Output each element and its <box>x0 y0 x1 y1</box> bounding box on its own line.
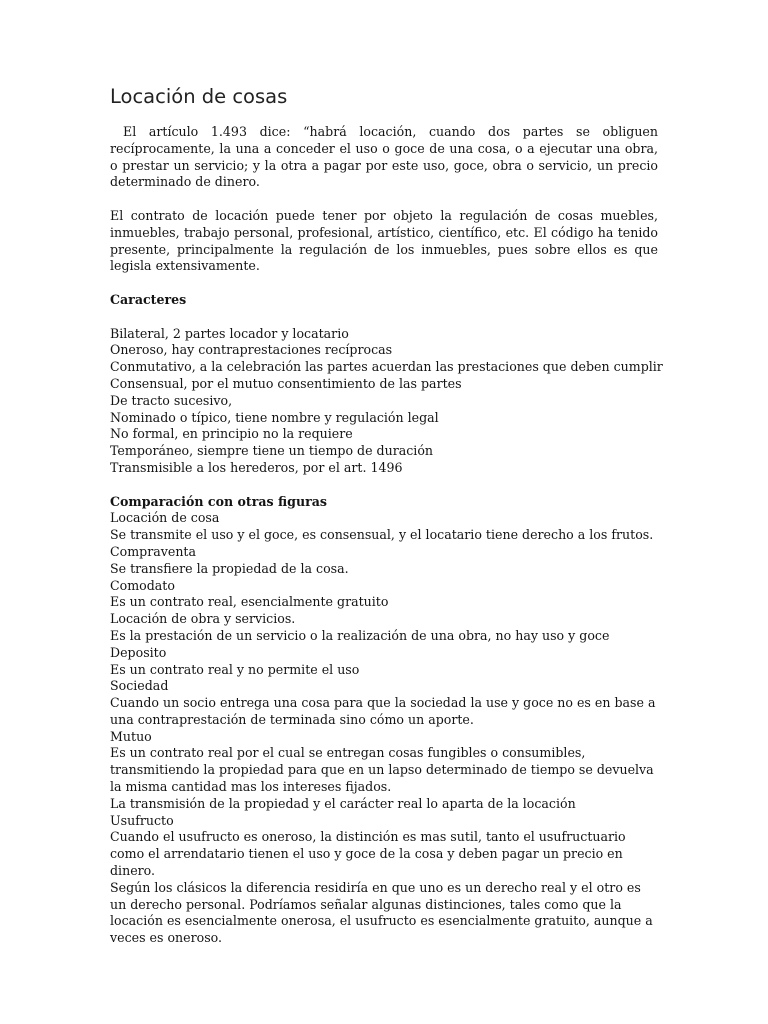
figura-title: Deposito <box>110 644 167 660</box>
figura-title: Locación de cosa <box>110 510 220 526</box>
caracter-item: Temporáneo, siempre tiene un tiempo de duración <box>110 443 434 459</box>
caracteres-list <box>110 325 663 477</box>
spacer <box>110 477 658 494</box>
caracter-item: Consensual, por el mutuo consentimiento de las partes <box>110 375 462 391</box>
figura-description: La transmisión de la propiedad y el carácter real lo aparta de la locación <box>110 795 576 811</box>
figura-description: Se transmite el uso y el goce, es consensual, y el locatario tiene derecho a los frutos. <box>110 527 654 543</box>
caracter-item: Oneroso, hay contraprestaciones recíprocas <box>110 342 393 358</box>
figura-title: Mutuo <box>110 728 152 744</box>
spacer <box>110 275 658 292</box>
caracter-item: De tracto sucesivo, <box>110 392 233 408</box>
intro-paragraph: El artículo 1.493 dice: “habrá locación, cuando dos partes se obliguen recíprocamente, la una a conceder el uso o goce de una cosa, o a ejecutar una obra, o prestar un servicio; y la otra a pagar por este uso, goce, obra o servicio, un precio determinado de dinero. <box>110 124 658 190</box>
caracter-item: No formal, en principio no la requiere <box>110 426 353 442</box>
comparacion-list <box>110 510 658 947</box>
objeto-paragraph: El contrato de locación puede tener por objeto la regulación de cosas muebles, inmuebles, trabajo personal, profesional, artístico, científico, etc. El código ha tenido presente, principalmente la regulación de los inmuebles, pues sobre ellos es que legisla extensivamente. <box>110 207 658 274</box>
figura-title: Locación de obra y servicios. <box>110 611 296 627</box>
spacer <box>110 191 658 208</box>
caracter-item: Transmisible a los herederos, por el art. 1496 <box>110 459 403 475</box>
figura-title: Comodato <box>110 577 175 593</box>
figura-description: Es un contrato real por el cual se entregan cosas fungibles o consumibles, transmitiendo la propiedad para que en un lapso determinado de tiempo se devuelva la misma cantidad mas los intereses fijados. <box>110 745 654 795</box>
figura-description: Es la prestación de un servicio o la realización de una obra, no hay uso y goce <box>110 627 610 643</box>
document-title: Locación de cosas <box>110 85 288 108</box>
figura-description: Según los clásicos la diferencia residiría en que uno es un derecho real y el otro es un derecho personal. Podríamos señalar algunas distinciones, tales como que la locación es esencialmente onerosa, el usufructo es esencialmente gratuito, aunque a veces es oneroso. <box>110 879 653 946</box>
figura-title: Compraventa <box>110 543 196 559</box>
caracter-item: Conmutativo, a la celebración las partes acuerdan las prestaciones que deben cumplir <box>110 359 663 375</box>
figura-description: Es un contrato real y no permite el uso <box>110 661 360 677</box>
comparacion-heading: Comparación con otras figuras <box>110 493 328 509</box>
figura-description: Se transfiere la propiedad de la cosa. <box>110 560 349 576</box>
caracter-item: Bilateral, 2 partes locador y locatario <box>110 325 349 341</box>
figura-description: Es un contrato real, esencialmente gratuito <box>110 594 389 610</box>
caracteres-heading: Caracteres <box>110 291 187 307</box>
figura-title: Sociedad <box>110 678 169 694</box>
figura-description: Cuando un socio entrega una cosa para que la sociedad la use y goce no es en base a una contraprestación de terminada sino cómo un aporte. <box>110 695 656 727</box>
document-body <box>110 84 663 947</box>
figura-title: Usufructo <box>110 812 174 828</box>
spacer <box>110 309 658 326</box>
figura-description: Cuando el usufructo es oneroso, la distinción es mas sutil, tanto el usufructuario como el arrendatario tienen el uso y goce de la cosa y deben pagar un precio en dinero. <box>110 829 626 879</box>
caracter-item: Nominado o típico, tiene nombre y regulación legal <box>110 409 439 425</box>
